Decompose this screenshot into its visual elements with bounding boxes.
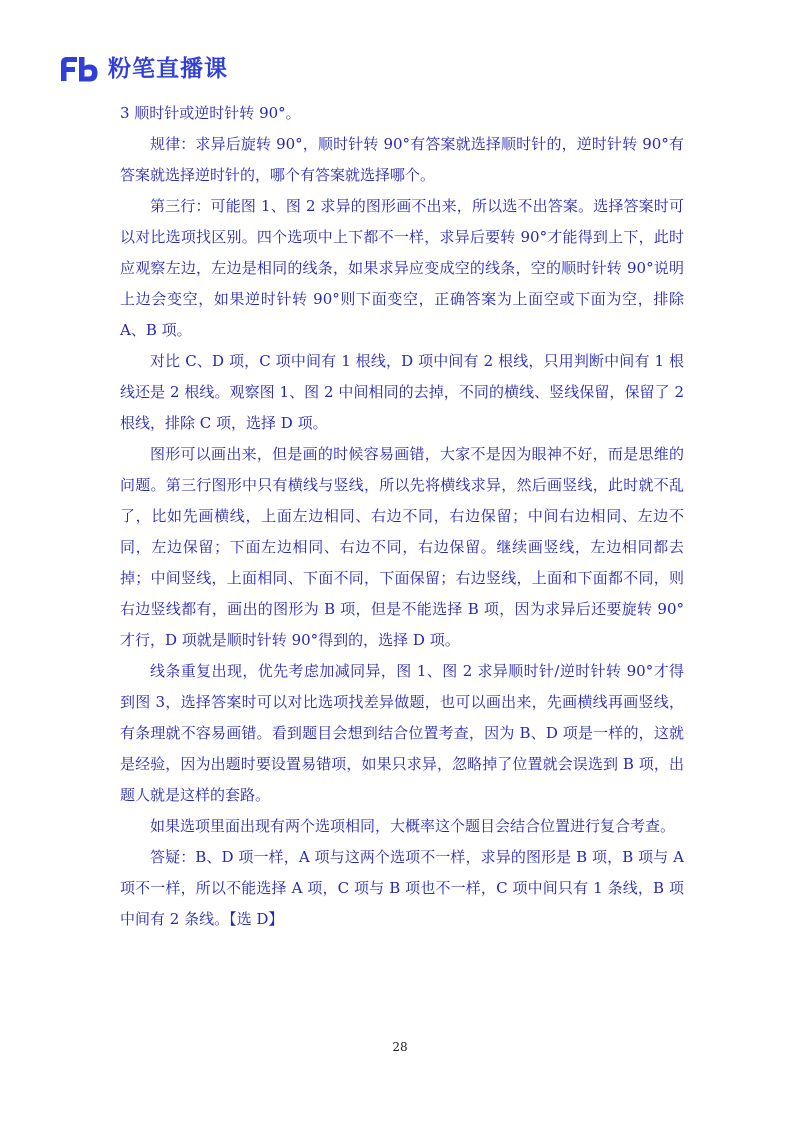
fb-logo-icon	[58, 54, 100, 84]
page-header	[58, 52, 228, 86]
paragraph: 对比 C、D 项，C 项中间有 1 根线，D 项中间有 2 根线，只用判断中间有 1 根线还是 2 根线。观察图 1、图 2 中间相同的去掉，不同的横线、竖线保留，保留了 2 根线，排除 C 项，选择 D 项。	[120, 352, 684, 432]
page-number: 28	[392, 1040, 408, 1054]
paragraph: 第三行：可能图 1、图 2 求异的图形画不出来，所以选不出答案。选择答案时可以对比选项找区别。四个选项中上下都不一样，求异后要转 90°才能得到上下，此时应观察左边，左边是相同的线条，如果求异应变成空的线条，空的顺时针转 90°说明上边会变空，如果逆时针转 90°则下面变空，正确答案为上面空或下面为空，排除 A、B 项。	[120, 197, 684, 339]
body-text	[120, 98, 684, 935]
paragraph: 3 顺时针或逆时针转 90°。	[120, 104, 301, 122]
paragraph: 图形可以画出来，但是画的时候容易画错，大家不是因为眼神不好，而是思维的问题。第三行图形中只有横线与竖线，所以先将横线求异，然后画竖线，此时就不乱了，比如先画横线，上面左边相同、右边不同，右边保留；中间右边相同、左边不同，左边保留；下面左边相同、右边不同，右边保留。继续画竖线，左边相同都去掉；中间竖线，上面相同、下面不同，下面保留；右边竖线，上面和下面都不同，则右边竖线都有，画出的图形为 B 项，但是不能选择 B 项，因为求异后还要旋转 90°才行，D 项就是顺时针转 90°得到的，选择 D 项。	[120, 445, 684, 649]
brand-name: 粉笔直播课	[108, 56, 228, 82]
paragraph: 线条重复出现，优先考虑加减同异，图 1、图 2 求异顺时针/逆时针转 90°才得到图 3，选择答案时可以对比选项找差异做题，也可以画出来，先画横线再画竖线，有条理就不容易画错。看到题目会想到结合位置考查，因为 B、D 项是一样的，这就是经验，因为出题时要设置易错项，如果只求异，忽略掉了位置就会误选到 B 项，出题人就是这样的套路。	[120, 662, 684, 804]
paragraph: 规律：求异后旋转 90°，顺时针转 90°有答案就选择顺时针的，逆时针转 90°有答案就选择逆时针的，哪个有答案就选择哪个。	[120, 135, 684, 184]
paragraph: 如果选项里面出现有两个选项相同，大概率这个题目会结合位置进行复合考查。	[150, 817, 676, 835]
paragraph: 答疑：B、D 项一样，A 项与这两个选项不一样，求异的图形是 B 项，B 项与 A 项不一样，所以不能选择 A 项，C 项与 B 项也不一样，C 项中间只有 1 条线，B 项中间有 2 条线。【选 D】	[120, 848, 684, 928]
